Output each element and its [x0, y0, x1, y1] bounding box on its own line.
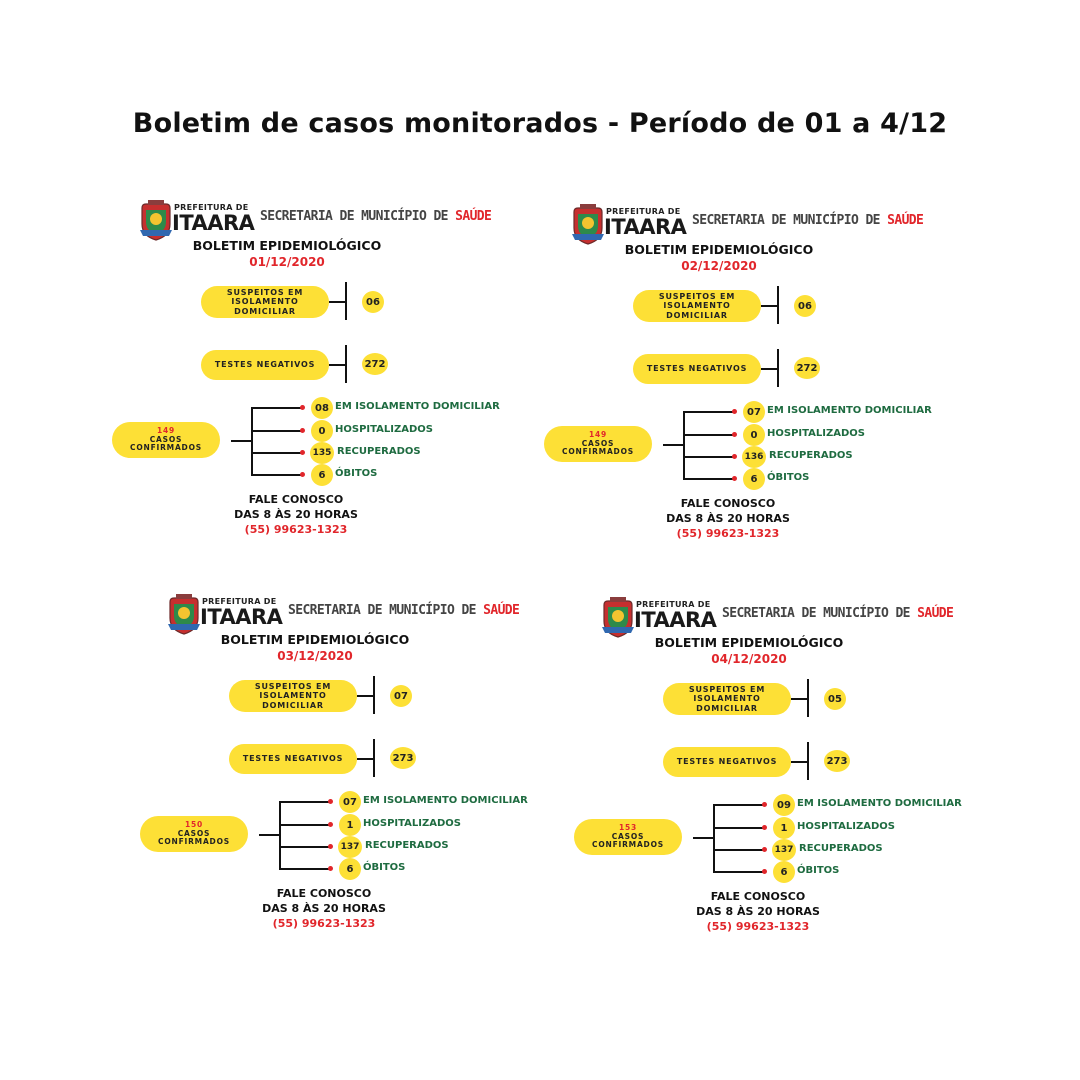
negative-tests-label: TESTES NEGATIVOS	[214, 360, 316, 370]
department-prefix: SECRETARIA DE MUNICÍPIO DE	[260, 209, 456, 224]
home-isolation-label: EM ISOLAMENTO DOMICILIAR	[335, 401, 500, 412]
negative-tests-divider	[807, 742, 809, 780]
coat-of-arms-icon	[136, 200, 176, 242]
negative-tests-label: TESTES NEGATIVOS	[242, 754, 344, 764]
contact-phone: (55) 99623-1323	[706, 920, 810, 933]
home-isolation-label: EM ISOLAMENTO DOMICILIAR	[767, 405, 932, 416]
branch-line-recovered	[713, 849, 765, 851]
page-title: Boletim de casos monitorados - Período de 01 a 4/12	[132, 108, 948, 139]
deaths-label: ÓBITOS	[363, 862, 406, 873]
recovered-value: 137	[772, 839, 796, 861]
suspects-label-line2: ISOLAMENTO DOMICILIAR	[663, 301, 731, 320]
branch-dot-isolation	[732, 409, 737, 414]
branch-line-isolation	[683, 411, 735, 413]
suspects-divider	[345, 282, 347, 320]
suspects-pill	[229, 680, 357, 712]
negative-tests-divider	[373, 739, 375, 777]
branch-line-isolation	[251, 407, 303, 409]
recovered-label: RECUPERADOS	[365, 840, 449, 851]
confirmed-label-line1: CASOS	[581, 438, 615, 448]
tree-root	[663, 444, 683, 446]
brand-name: ITAARA	[200, 605, 283, 629]
negative-tests-label: TESTES NEGATIVOS	[646, 364, 748, 374]
confirmed-pill	[544, 426, 652, 462]
contact-title: FALE CONOSCO	[248, 493, 344, 506]
bulletin-title: BOLETIM EPIDEMIOLÓGICO	[624, 242, 814, 257]
suspects-connector	[791, 698, 807, 700]
suspects-divider	[373, 676, 375, 714]
suspects-value: 06	[362, 291, 384, 313]
deaths-label: ÓBITOS	[797, 865, 840, 876]
contact-hours: DAS 8 ÀS 20 HORAS	[666, 512, 790, 525]
contact-hours: DAS 8 ÀS 20 HORAS	[262, 902, 386, 915]
negative-tests-divider	[345, 345, 347, 383]
brand-name: ITAARA	[634, 608, 717, 632]
branch-dot-deaths	[762, 869, 767, 874]
hospitalized-value: 0	[743, 424, 765, 446]
tree-root	[231, 440, 251, 442]
branch-line-hospitalized	[683, 434, 735, 436]
contact-block	[648, 496, 808, 541]
bulletin-date: 01/12/2020	[249, 255, 325, 269]
branch-line-deaths	[713, 871, 765, 873]
deaths-value: 6	[311, 464, 333, 486]
confirmed-pill	[574, 819, 682, 855]
bulletin-card-1	[130, 200, 556, 560]
confirmed-label-line2: CONFIRMADOS	[158, 837, 230, 847]
branch-line-hospitalized	[251, 430, 303, 432]
department-prefix: SECRETARIA DE MUNICÍPIO DE	[288, 603, 484, 618]
contact-hours: DAS 8 ÀS 20 HORAS	[234, 508, 358, 521]
suspects-pill	[633, 290, 761, 322]
branch-line-deaths	[279, 868, 331, 870]
branch-dot-hospitalized	[328, 822, 333, 827]
negative-tests-pill	[229, 744, 357, 774]
contact-title: FALE CONOSCO	[276, 887, 372, 900]
department-accent: SAÚDE	[455, 209, 492, 224]
tree-trunk	[713, 804, 715, 872]
negative-tests-value: 273	[390, 747, 416, 769]
branch-line-deaths	[683, 478, 735, 480]
suspects-pill	[201, 286, 329, 318]
contact-phone: (55) 99623-1323	[272, 917, 376, 930]
deaths-value: 6	[743, 468, 765, 490]
branch-dot-deaths	[732, 476, 737, 481]
contact-block	[244, 886, 404, 931]
recovered-label: RECUPERADOS	[769, 450, 853, 461]
negative-tests-label: TESTES NEGATIVOS	[676, 757, 778, 767]
department-name	[692, 213, 923, 228]
hospitalized-value: 1	[339, 814, 361, 836]
hospitalized-label: HOSPITALIZADOS	[363, 818, 461, 829]
branch-dot-hospitalized	[732, 432, 737, 437]
suspects-label-line2: ISOLAMENTO DOMICILIAR	[231, 297, 299, 316]
branch-dot-deaths	[300, 472, 305, 477]
negative-tests-connector	[761, 368, 777, 370]
bulletin-card-2	[562, 204, 988, 564]
deaths-label: ÓBITOS	[335, 468, 378, 479]
home-isolation-value: 08	[311, 397, 333, 419]
department-accent: SAÚDE	[483, 603, 520, 618]
branch-dot-isolation	[328, 799, 333, 804]
contact-phone: (55) 99623-1323	[244, 523, 348, 536]
bulletin-card-4	[592, 597, 1018, 957]
department-prefix: SECRETARIA DE MUNICÍPIO DE	[722, 606, 918, 621]
negative-tests-pill	[201, 350, 329, 380]
branch-line-isolation	[279, 801, 331, 803]
branch-dot-recovered	[300, 450, 305, 455]
branch-dot-hospitalized	[762, 825, 767, 830]
suspects-label-line2: ISOLAMENTO DOMICILIAR	[259, 691, 327, 710]
branch-line-isolation	[713, 804, 765, 806]
branch-dot-recovered	[328, 844, 333, 849]
department-name	[260, 209, 491, 224]
contact-phone: (55) 99623-1323	[676, 527, 780, 540]
contact-block	[216, 492, 376, 537]
bulletin-date: 02/12/2020	[681, 259, 757, 273]
negative-tests-pill	[633, 354, 761, 384]
bulletin-date: 04/12/2020	[711, 652, 787, 666]
negative-tests-value: 272	[362, 353, 388, 375]
brand-prefix: PREFEITURA DE	[606, 207, 681, 216]
branch-line-recovered	[279, 846, 331, 848]
confirmed-value: 149	[588, 430, 608, 440]
branch-line-recovered	[251, 452, 303, 454]
department-name	[722, 606, 953, 621]
suspects-value: 05	[824, 688, 846, 710]
bulletin-title: BOLETIM EPIDEMIOLÓGICO	[654, 635, 844, 650]
negative-tests-connector	[329, 364, 345, 366]
confirmed-pill	[112, 422, 220, 458]
branch-dot-isolation	[300, 405, 305, 410]
contact-hours: DAS 8 ÀS 20 HORAS	[696, 905, 820, 918]
branch-dot-hospitalized	[300, 428, 305, 433]
confirmed-pill	[140, 816, 248, 852]
recovered-value: 136	[742, 446, 766, 468]
suspects-label-line1: SUSPEITOS EM	[688, 685, 766, 695]
branch-dot-recovered	[762, 847, 767, 852]
branch-dot-recovered	[732, 454, 737, 459]
suspects-value: 07	[390, 685, 412, 707]
contact-title: FALE CONOSCO	[680, 497, 776, 510]
contact-title: FALE CONOSCO	[710, 890, 806, 903]
bulletin-title: BOLETIM EPIDEMIOLÓGICO	[220, 632, 410, 647]
branch-line-deaths	[251, 474, 303, 476]
negative-tests-divider	[777, 349, 779, 387]
confirmed-label-line1: CASOS	[177, 828, 211, 838]
confirmed-label-line1: CASOS	[611, 831, 645, 841]
bulletin-title: BOLETIM EPIDEMIOLÓGICO	[192, 238, 382, 253]
confirmed-label-line2: CONFIRMADOS	[130, 443, 202, 453]
department-name	[288, 603, 519, 618]
home-isolation-value: 09	[773, 794, 795, 816]
branch-dot-isolation	[762, 802, 767, 807]
tree-trunk	[683, 411, 685, 479]
tree-trunk	[251, 407, 253, 475]
deaths-value: 6	[773, 861, 795, 883]
department-accent: SAÚDE	[887, 213, 924, 228]
coat-of-arms-icon	[568, 204, 608, 246]
suspects-connector	[357, 695, 373, 697]
home-isolation-label: EM ISOLAMENTO DOMICILIAR	[797, 798, 962, 809]
bulletin-date: 03/12/2020	[277, 649, 353, 663]
suspects-divider	[807, 679, 809, 717]
suspects-connector	[329, 301, 345, 303]
hospitalized-label: HOSPITALIZADOS	[797, 821, 895, 832]
suspects-label-line2: ISOLAMENTO DOMICILIAR	[693, 694, 761, 713]
hospitalized-label: HOSPITALIZADOS	[767, 428, 865, 439]
suspects-value: 06	[794, 295, 816, 317]
suspects-divider	[777, 286, 779, 324]
tree-root	[693, 837, 713, 839]
brand-prefix: PREFEITURA DE	[174, 203, 249, 212]
contact-block	[678, 889, 838, 934]
hospitalized-label: HOSPITALIZADOS	[335, 424, 433, 435]
department-accent: SAÚDE	[917, 606, 954, 621]
branch-line-hospitalized	[279, 824, 331, 826]
bulletin-card-3	[158, 594, 584, 954]
suspects-pill	[663, 683, 791, 715]
hospitalized-value: 0	[311, 420, 333, 442]
negative-tests-pill	[663, 747, 791, 777]
suspects-label-line1: SUSPEITOS EM	[226, 288, 304, 298]
suspects-label-line1: SUSPEITOS EM	[254, 682, 332, 692]
suspects-label-line1: SUSPEITOS EM	[658, 292, 736, 302]
branch-line-hospitalized	[713, 827, 765, 829]
brand-prefix: PREFEITURA DE	[636, 600, 711, 609]
tree-trunk	[279, 801, 281, 869]
tree-root	[259, 834, 279, 836]
brand-prefix: PREFEITURA DE	[202, 597, 277, 606]
recovered-label: RECUPERADOS	[337, 446, 421, 457]
recovered-label: RECUPERADOS	[799, 843, 883, 854]
home-isolation-value: 07	[339, 791, 361, 813]
confirmed-value: 149	[156, 426, 176, 436]
hospitalized-value: 1	[773, 817, 795, 839]
confirmed-label-line1: CASOS	[149, 434, 183, 444]
branch-line-recovered	[683, 456, 735, 458]
negative-tests-value: 273	[824, 750, 850, 772]
deaths-label: ÓBITOS	[767, 472, 810, 483]
recovered-value: 137	[338, 836, 362, 858]
confirmed-value: 153	[618, 823, 638, 833]
confirmed-value: 150	[184, 820, 204, 830]
brand-name: ITAARA	[604, 215, 687, 239]
department-prefix: SECRETARIA DE MUNICÍPIO DE	[692, 213, 888, 228]
negative-tests-connector	[357, 758, 373, 760]
confirmed-label-line2: CONFIRMADOS	[562, 447, 634, 457]
recovered-value: 135	[310, 442, 334, 464]
branch-dot-deaths	[328, 866, 333, 871]
deaths-value: 6	[339, 858, 361, 880]
confirmed-label-line2: CONFIRMADOS	[592, 840, 664, 850]
home-isolation-value: 07	[743, 401, 765, 423]
home-isolation-label: EM ISOLAMENTO DOMICILIAR	[363, 795, 528, 806]
negative-tests-connector	[791, 761, 807, 763]
suspects-connector	[761, 305, 777, 307]
coat-of-arms-icon	[164, 594, 204, 636]
coat-of-arms-icon	[598, 597, 638, 639]
negative-tests-value: 272	[794, 357, 820, 379]
brand-name: ITAARA	[172, 211, 255, 235]
